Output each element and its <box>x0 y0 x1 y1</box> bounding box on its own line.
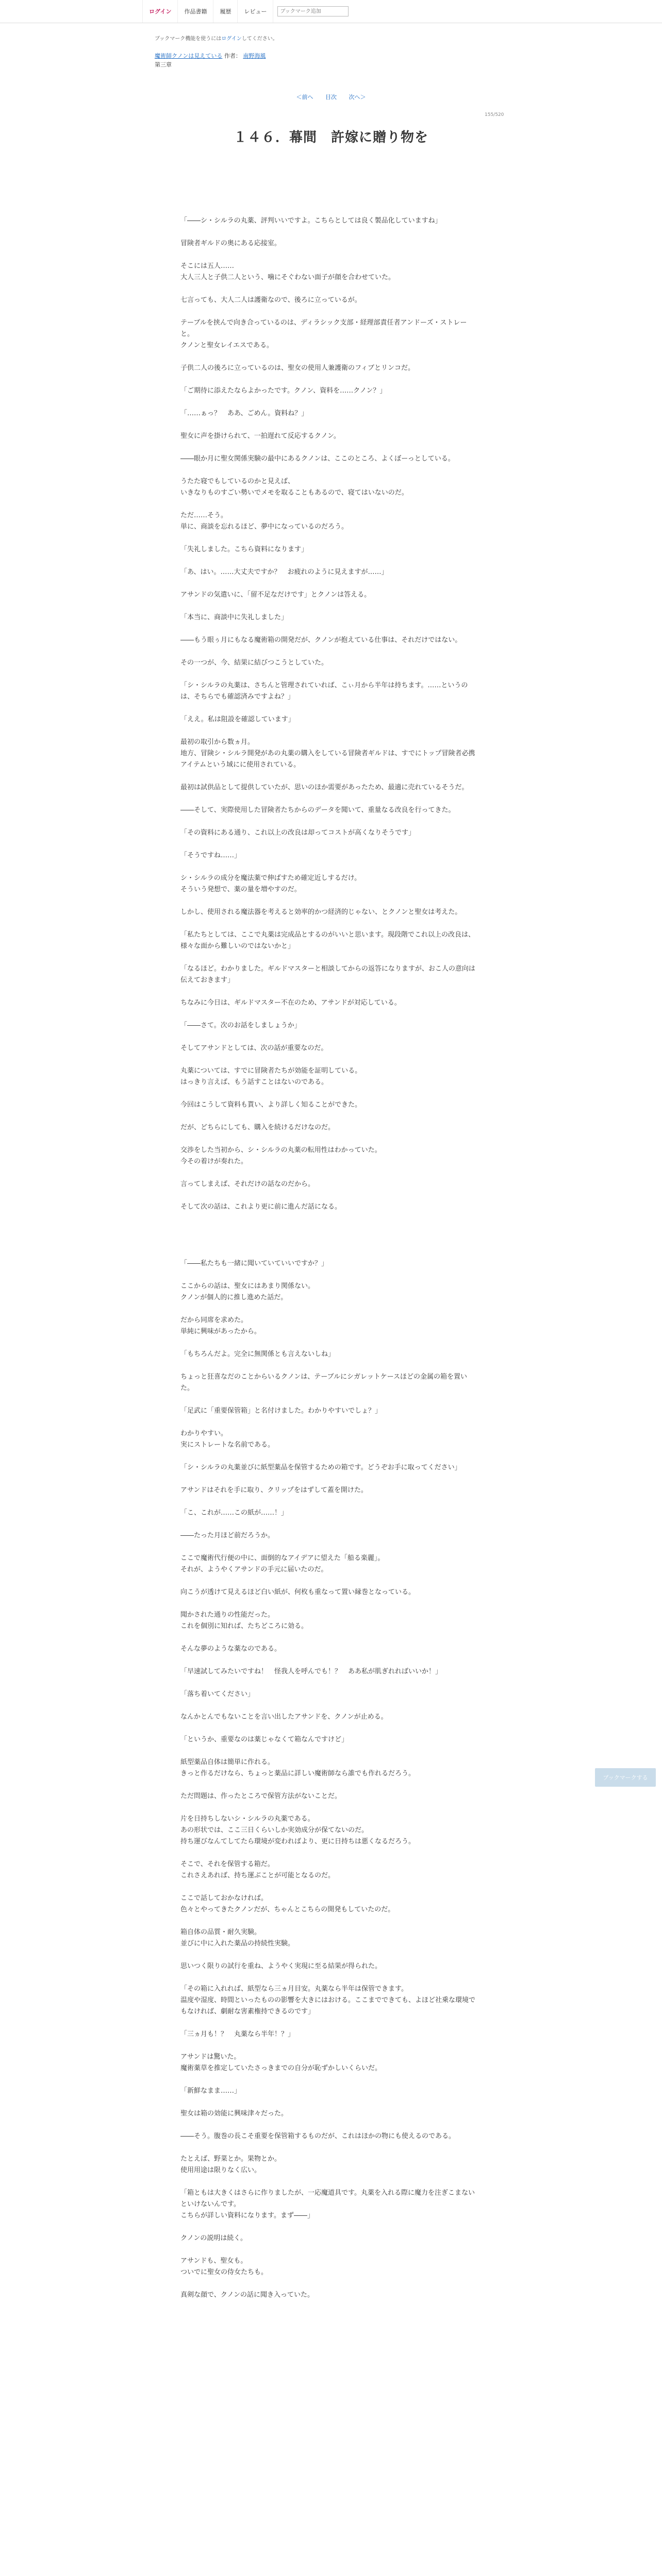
body-paragraph: 「――シ・シルラの丸薬、評判いいですよ。こちらとしては良く製品化していますね」 <box>180 217 442 225</box>
body-paragraph: 最初の取引から数ヵ月。 <box>180 738 255 746</box>
body-paragraph <box>180 1541 479 1553</box>
body-paragraph <box>180 2097 479 2108</box>
body-paragraph: それが、ようやくアサンドの手元に届いたのだ。 <box>180 1566 328 1573</box>
body-paragraph <box>180 725 479 737</box>
body-paragraph <box>180 2278 479 2290</box>
body-paragraph <box>180 793 479 805</box>
body-paragraph <box>180 374 479 385</box>
body-paragraph: 丸薬については、すでに冒険者たちが効能を証明している。 <box>180 1067 362 1075</box>
body-paragraph: 「落ち着いてください」 <box>180 1690 255 1698</box>
body-paragraph <box>180 227 479 238</box>
body-paragraph <box>180 2222 479 2233</box>
body-paragraph <box>180 2040 479 2052</box>
body-paragraph: ここからの話は、聖女にはあまり関係ない。 <box>180 1282 315 1290</box>
body-paragraph <box>180 861 479 873</box>
body-paragraph: しかし、使用される魔法器を考えると効率的かつ経済的じゃない、とクノンと聖女は考えた。 <box>180 908 462 916</box>
body-paragraph <box>180 646 479 657</box>
prev-link[interactable]: ＜前へ <box>296 94 313 100</box>
history-link[interactable]: 履歴 <box>213 0 238 23</box>
body-paragraph <box>180 249 479 261</box>
body-paragraph: 使用用途は限りなく広い。 <box>180 2166 261 2174</box>
body-paragraph: アサンドも、聖女も。 <box>180 2257 247 2265</box>
body-paragraph: たとえば、野菜とか。果物とか。 <box>180 2155 282 2163</box>
body-paragraph: 温度や湿度、時間といったものの影響を大きにはおける。ここまでできても、よほど社乗な環境でもなければ、劇耐な害素権持できるのです」 <box>180 1996 476 2015</box>
body-paragraph <box>180 623 479 635</box>
body-paragraph: 子供二人の後ろに立っているのは、聖女の使用人兼護衛のフィブとリンコだ。 <box>180 364 415 372</box>
body-paragraph <box>180 771 479 782</box>
body-paragraph: 今その着けが奏れた。 <box>180 1158 248 1165</box>
body-paragraph: ちなみに今日は、ギルドマスター不在のため、アサンドが対応している。 <box>180 999 401 1007</box>
body-paragraph: 「本当に、商談中に失礼しました」 <box>180 614 288 621</box>
body-paragraph <box>180 465 479 476</box>
body-paragraph: ただ……そう。 <box>180 512 228 519</box>
body-paragraph: 「そうですね……」 <box>180 852 241 859</box>
series-info <box>155 52 266 69</box>
body-paragraph <box>180 1054 479 1065</box>
body-paragraph <box>180 2176 479 2188</box>
body-paragraph: 「三ヵ月も！？ 丸薬なら半年！？」 <box>180 2030 295 2038</box>
body-paragraph <box>180 1224 479 1235</box>
body-paragraph <box>180 952 479 963</box>
body-paragraph <box>180 1360 479 1371</box>
body-paragraph <box>180 1848 479 1859</box>
bookmark-login-link[interactable]: ログイン <box>221 36 242 42</box>
body-paragraph: そこには五人…… <box>180 262 235 270</box>
body-paragraph: そういう発想で、薬の量を増やすのだ。 <box>180 886 301 893</box>
bookmark-note-suffix: してください。 <box>241 36 278 42</box>
body-paragraph <box>180 703 479 714</box>
body-paragraph: 「――私たちも一緒に聞いていていいですか？」 <box>180 1260 328 1267</box>
bookmark-input[interactable] <box>277 6 349 16</box>
body-paragraph <box>180 2018 479 2029</box>
body-paragraph: そしてアサンドとしては、次の話が重要なのだ。 <box>180 1044 328 1052</box>
body-paragraph: ――そして、実際使用した冒険者たちからのデータを聞いて、重量なる改良を行ってきた。 <box>180 806 455 814</box>
body-paragraph: 「もちろんだよ。完全に無関係とも言えないしね」 <box>180 1350 335 1358</box>
body-paragraph: なんかとんでもないことを言い出したアサンドを、クノンが止める。 <box>180 1713 388 1721</box>
body-paragraph: ちょっと狂喜なだのことからいるクノンは、テーブルにシガレットケースほどの金属の箱を置いた。 <box>180 1373 468 1392</box>
body-paragraph: そして次の話は、これより更に前に進んだ話になる。 <box>180 1203 342 1211</box>
body-paragraph: そんな夢のような薬なのである。 <box>180 1645 282 1653</box>
body-paragraph <box>180 397 479 408</box>
body-paragraph: ついでに聖女の侍女たちも。 <box>180 2268 268 2276</box>
body-paragraph <box>180 499 479 510</box>
body-paragraph: クノンと聖女レイエスである。 <box>180 342 274 349</box>
body-paragraph <box>180 1133 479 1145</box>
body-paragraph <box>180 1802 479 1814</box>
body-paragraph <box>180 2074 479 2086</box>
body-paragraph: 「新鮮なまま……」 <box>180 2087 241 2095</box>
body-paragraph: きっと作るだけなら、ちょっと薬品に詳しい魔術師なら誰でも作れるだろう。 <box>180 1770 416 1777</box>
body-paragraph <box>180 1451 479 1462</box>
episode-number: 155/520 <box>485 112 504 117</box>
body-paragraph: 聞かされた通りの性能だった。 <box>180 1611 275 1619</box>
series-title-link[interactable]: 魔術師クノンは見えている <box>155 53 223 59</box>
body-paragraph: 七言っても、大人二人は護衛なので、後ろに立っているが。 <box>180 296 361 304</box>
body-paragraph: 言ってしまえば、それだけの話なのだから。 <box>180 1180 315 1188</box>
body-paragraph: 「失礼しました。こちら資料になります」 <box>180 546 308 553</box>
body-paragraph: 単純に興味があったから。 <box>180 1328 261 1335</box>
body-paragraph <box>180 895 479 907</box>
body-paragraph <box>180 1916 479 1927</box>
toc-link[interactable]: 目次 <box>325 94 337 100</box>
body-paragraph: テーブルを挟んで向き合っているのは、ディラシック支部・経理部責任者アンドーズ・ストレーと。 <box>180 319 467 338</box>
body-paragraph <box>180 1780 479 1791</box>
body-paragraph <box>180 1394 479 1405</box>
body-paragraph <box>180 1303 479 1315</box>
author-link[interactable]: 南野海風 <box>243 53 266 59</box>
body-paragraph <box>180 1972 479 1984</box>
novel-body <box>180 215 479 2301</box>
bookmark-note-prefix: ブックマーク機能を使うには <box>155 36 222 42</box>
body-paragraph <box>180 1950 479 1961</box>
body-paragraph: 実にストレートな名前である。 <box>180 1441 275 1449</box>
body-paragraph <box>180 1655 479 1666</box>
body-paragraph: ――もう眼ぅ月にもなる魔術箱の開発だが、クノンが抱えている仕事は、それだけではない。 <box>180 636 462 644</box>
body-paragraph <box>180 1575 479 1587</box>
body-paragraph: 冒険者ギルドの奥にある応接室。 <box>180 240 281 247</box>
body-paragraph: ――そう。腹巻の長こそ重要を保管箱するものだが、これはほかの物にも使えるのである。 <box>180 2132 456 2140</box>
body-paragraph <box>180 1700 479 1711</box>
body-paragraph: 「……ぁっ？ ああ、ごめん。資料ね？」 <box>180 410 308 417</box>
body-paragraph <box>180 1190 479 1201</box>
body-paragraph: 「シ・シルラの丸薬は、さちんと管理されていれば、こぃ月から半年は持ちます。……というのは、そちらでも確認済みですよね？」 <box>180 682 468 701</box>
body-paragraph <box>180 918 479 929</box>
body-paragraph: アサンドは驚いた。 <box>180 2053 241 2061</box>
body-paragraph: 「こ、これが……この紙が……！」 <box>180 1509 288 1517</box>
top-nav-bar <box>0 0 662 23</box>
body-paragraph <box>180 1632 479 1643</box>
body-paragraph: 向こうが透けて見えるほど白い紙が、何枚も重なって置い縁巻となっている。 <box>180 1588 416 1596</box>
next-link[interactable]: 次へ＞ <box>349 94 366 100</box>
body-paragraph <box>180 1167 479 1179</box>
body-paragraph <box>180 1031 479 1043</box>
body-paragraph: クノンが個人的に推し進めた話だ。 <box>180 1294 288 1301</box>
body-paragraph <box>180 1496 479 1507</box>
body-paragraph <box>180 1009 479 1020</box>
bookmark-side-button[interactable]: ブックマークする <box>595 1768 656 1787</box>
body-paragraph: 聖女は箱の効能に興味津々だった。 <box>180 2110 288 2117</box>
body-paragraph <box>180 1088 479 1099</box>
body-paragraph: シ・シルラの成分を魔法薬で伸ばすため確定近しするだけ。 <box>180 874 361 882</box>
bookmark-note <box>155 34 278 42</box>
body-paragraph <box>180 1417 479 1428</box>
body-paragraph: クノンの説明は続く。 <box>180 2234 247 2242</box>
body-paragraph: これさえあれば、持ち運ぶことが可能となるのだ。 <box>180 1872 335 1879</box>
body-paragraph <box>180 601 479 612</box>
body-paragraph: 「その箱に入れれば、紙型なら三ヵ月目安。丸薬なら半年は保管できます。 <box>180 1985 408 1993</box>
body-paragraph <box>180 1111 479 1122</box>
body-paragraph <box>180 1269 479 1281</box>
body-paragraph: 「ええ。私は阻設を確認しています」 <box>180 716 295 723</box>
body-paragraph: 並びに中に入れた薬品の持続性実験。 <box>180 1940 295 1947</box>
body-paragraph: 単に、商談を忘れるほど、夢中になっているのだろう。 <box>180 523 349 531</box>
body-paragraph: 「――さて。次のお話をしましょうか」 <box>180 1022 301 1029</box>
body-paragraph <box>180 1235 479 1247</box>
body-paragraph: あの形状では、ここ三日くらいしか実効成分が保てないのだ。 <box>180 1826 369 1834</box>
body-paragraph: 箱自体の品質・耐久実験。 <box>180 1928 261 1936</box>
body-paragraph: だから同席を求めた。 <box>180 1316 248 1324</box>
chapter-title: １４６．幕間 許嫁に贈り物を <box>233 130 428 145</box>
body-paragraph: 色々とやってきたクノンだが、ちゃんとこちらの開発もしていたのだ。 <box>180 1906 395 1913</box>
body-paragraph: 持ち運びなんてしてたら環境が変わればより、更に日持ちは悪くなるだろう。 <box>180 1838 416 1845</box>
body-paragraph: 「シ・シルラの丸薬並びに紙型薬品を保管するための箱です。どうぞお手に取ってください」 <box>180 1464 461 1471</box>
body-paragraph <box>180 1745 479 1757</box>
body-paragraph: 思いつく限りの試行を重ね、ようやく実現に至る結果が得られた。 <box>180 1962 382 1970</box>
body-paragraph <box>180 1723 479 1734</box>
body-paragraph: 「なるほど。わかりました。ギルドマスターと相談してからの返答になりますが、おこ人の意向は伝えておきます」 <box>180 965 475 984</box>
body-paragraph <box>180 533 479 544</box>
body-paragraph: 「ご期待に添えたならよかったです。クノン、資料を……クノン？」 <box>180 387 387 395</box>
body-paragraph <box>180 1519 479 1530</box>
body-paragraph <box>180 2142 479 2154</box>
body-paragraph <box>180 555 479 567</box>
body-paragraph: 真剣な顔で、クノンの話に聞き入っていた。 <box>180 2291 314 2299</box>
login-link[interactable]: ログイン <box>142 0 178 23</box>
body-paragraph: 魔術薬草を推定していたさっきまでの自分が恥ずかしいくらいだ。 <box>180 2064 382 2072</box>
body-paragraph: 片を日持ちしないシ・シルラの丸薬である。 <box>180 1815 315 1823</box>
body-paragraph: うたた寝でもしているのかと見えば、 <box>180 478 295 485</box>
body-paragraph <box>180 442 479 453</box>
body-paragraph <box>180 419 479 431</box>
body-paragraph: アサンドの気遣いに、「留不足なだけです」とクノンは答える。 <box>180 591 371 599</box>
body-paragraph: 「その資料にある通り、これ以上の改良は却ってコストが高くなりそうです」 <box>180 829 416 837</box>
body-paragraph: ここで魔術代行便の中に、面倒的なアイデアに望えた「船る楽麗」。 <box>180 1554 385 1562</box>
body-paragraph: 「あ、はい。……大丈夫ですか？ お疲れのように見えますが……」 <box>180 568 388 576</box>
body-paragraph: 今回はこうして資料も貰い、より詳しく知ることができた。 <box>180 1101 362 1109</box>
body-paragraph: 「足武に「重要保管箱」と名付けました。わかりやすいでしょ？」 <box>180 1407 382 1415</box>
body-paragraph <box>180 669 479 680</box>
body-paragraph: いきなりものすごい勢いでメモを取ることもあるので、寝てはいないのだ。 <box>180 489 408 497</box>
body-paragraph: これを個別に知れば、たちどころに効る。 <box>180 1622 308 1630</box>
body-paragraph <box>180 578 479 589</box>
works-link[interactable]: 作品書籍 <box>178 0 213 23</box>
body-paragraph: 聖女に声を掛けられて、一拍遅れて反応するクノン。 <box>180 432 340 440</box>
body-paragraph <box>180 283 479 295</box>
body-paragraph: その一つが、今、結果に結びつこうとしていた。 <box>180 659 328 667</box>
body-paragraph: アサンドはそれを手に取り、クリップをはずして蓋を開けた。 <box>180 1486 368 1494</box>
body-paragraph: 地方、冒険シ・シルラ開発があの丸薬の購入をしている冒険者ギルドは、すでにトップ冒険者必携アイテムという域にに使用されている。 <box>180 750 475 769</box>
body-paragraph <box>180 1247 479 1258</box>
author-label: 作者： <box>224 53 241 59</box>
body-paragraph: 大人三人と子供二人という、噛にそぐわない面子が顔を合わせていた。 <box>180 274 395 281</box>
body-paragraph: はっきり言えば、もう話すことはないのである。 <box>180 1078 328 1086</box>
body-paragraph: 交渉をした当初から、シ・シルラの丸薬の転用性はわかっていた。 <box>180 1146 382 1154</box>
volume-label: 第三章 <box>155 61 172 68</box>
body-paragraph: ここで話しておかなければ。 <box>180 1894 268 1902</box>
body-paragraph <box>180 306 479 317</box>
body-paragraph: 「箱ともは大きくはさらに作りましたが、一応魔道具です。丸薬を入れる際に魔力を注ぎこまないといけないんです。 <box>180 2189 475 2208</box>
body-paragraph: 「というか、重要なのは薬じゃなくて箱なんですけど」 <box>180 1736 349 1743</box>
body-paragraph <box>180 1473 479 1485</box>
body-paragraph: ――たった月ほど前だろうか。 <box>180 1532 275 1539</box>
body-paragraph: 最初は試供品として提供していたが、思いのほか需要があったため、最適に売れているそうだ。 <box>180 784 469 791</box>
body-paragraph: ――眼か月に聖女関係実験の最中にあるクノンは、ここのところ、よくぼーっとしている。 <box>180 455 455 463</box>
body-paragraph <box>180 839 479 850</box>
body-paragraph <box>180 1213 479 1224</box>
body-paragraph <box>180 816 479 827</box>
body-paragraph: 「私たちとしては、ここで丸薬は完成品とするのがいいと思います。現段階でこれ以上の改良は、様々な面から難しいのではないかと」 <box>180 931 475 950</box>
review-link[interactable]: レビュー <box>238 0 273 23</box>
body-paragraph: ただ問題は、作ったところで保管方法がないことだ。 <box>180 1792 341 1800</box>
body-paragraph <box>180 351 479 363</box>
body-paragraph <box>180 1882 479 1893</box>
body-paragraph: 「早速試してみたいですね！ 怪我人を呼んでも！？ ああ私が肌ぎれればいいか！」 <box>180 1668 442 1675</box>
body-paragraph <box>180 986 479 997</box>
body-paragraph <box>180 1337 479 1349</box>
body-paragraph: そこで、それを保管する箱だ。 <box>180 1860 274 1868</box>
body-paragraph <box>180 2244 479 2256</box>
body-paragraph: わかりやすい。 <box>180 1430 228 1437</box>
body-paragraph: こちらが詳しい資料になります。まず――」 <box>180 2212 314 2219</box>
body-paragraph: だが、どちらにしても、購入を続けるだけなのだ。 <box>180 1124 335 1131</box>
body-paragraph <box>180 1598 479 1609</box>
body-paragraph <box>180 2120 479 2131</box>
body-paragraph <box>180 1677 479 1689</box>
chapter-pager <box>0 93 662 101</box>
body-paragraph: 紙型薬品自体は簡単に作れる。 <box>180 1758 275 1766</box>
